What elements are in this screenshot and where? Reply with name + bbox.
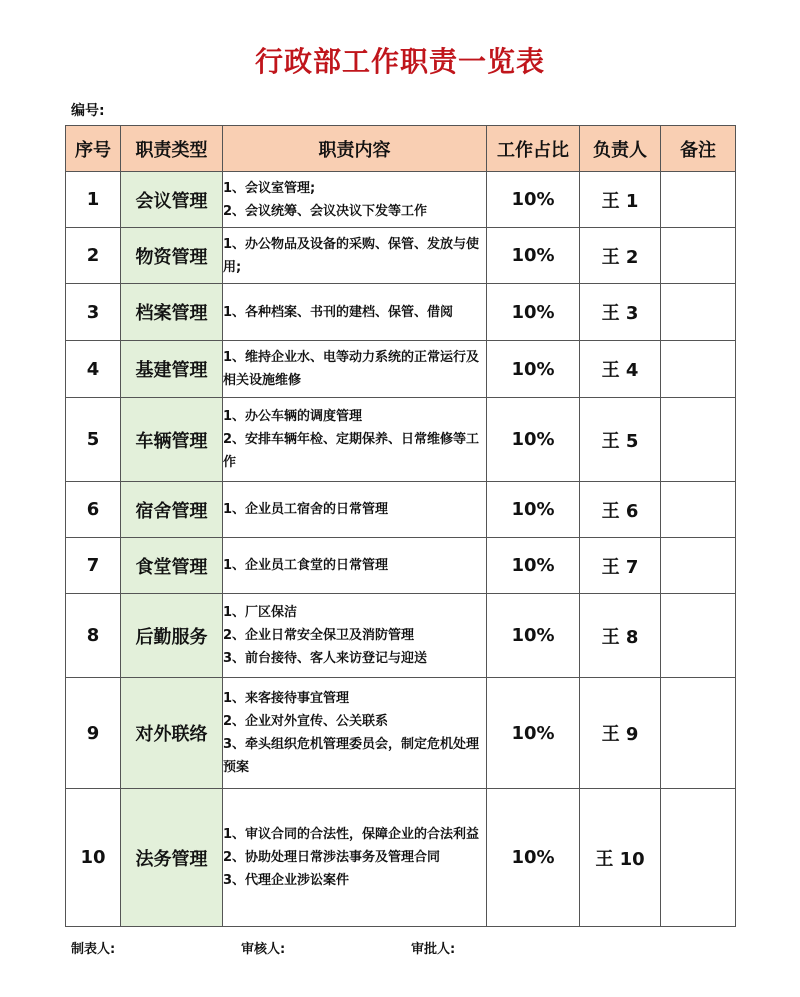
row-number: 5 — [66, 398, 121, 482]
table-row — [66, 228, 736, 284]
table-row — [66, 538, 736, 594]
duty-content-line: 3、牵头组织危机管理委员会，制定危机处理预案 — [223, 737, 480, 775]
owner-name: 王 2 — [580, 228, 661, 284]
duty-content-line: 2、协助处理日常涉法事务及管理合同 — [223, 850, 441, 865]
owner-name: 王 10 — [580, 789, 661, 927]
note-cell — [661, 482, 736, 538]
table-row — [66, 341, 736, 398]
duty-type: 档案管理 — [121, 284, 223, 341]
duty-content — [223, 594, 487, 678]
note-cell — [661, 538, 736, 594]
note-cell — [661, 678, 736, 789]
note-cell — [661, 789, 736, 927]
page-title: 行政部工作职责一览表 — [254, 45, 545, 78]
row-number: 1 — [66, 172, 121, 228]
duty-content-line: 1、会议室管理; — [223, 180, 316, 196]
table-row — [66, 678, 736, 789]
work-ratio: 10% — [487, 678, 580, 789]
duty-content — [223, 284, 487, 341]
note-cell — [661, 341, 736, 398]
duty-type: 宿舍管理 — [121, 482, 223, 538]
work-ratio: 10% — [487, 398, 580, 482]
owner-name: 王 7 — [580, 538, 661, 594]
duty-content — [223, 398, 487, 482]
duty-content — [223, 678, 487, 789]
work-ratio: 10% — [487, 228, 580, 284]
duty-type: 后勤服务 — [121, 594, 223, 678]
duty-table — [65, 125, 736, 927]
note-cell — [661, 284, 736, 341]
duty-type: 物资管理 — [121, 228, 223, 284]
duty-content-line: 2、企业对外宣传、公关联系 — [223, 714, 389, 729]
owner-name: 王 8 — [580, 594, 661, 678]
row-number: 7 — [66, 538, 121, 594]
duty-content — [223, 538, 487, 594]
work-ratio: 10% — [487, 482, 580, 538]
footer-maker: 制表人: — [71, 942, 116, 957]
table-row — [66, 482, 736, 538]
owner-name: 王 1 — [580, 172, 661, 228]
duty-content-line: 3、代理企业涉讼案件 — [223, 873, 350, 888]
row-number: 3 — [66, 284, 121, 341]
footer-approver: 审批人: — [411, 942, 456, 957]
owner-name: 王 5 — [580, 398, 661, 482]
row-number: 6 — [66, 482, 121, 538]
header-no: 序号 — [66, 126, 121, 172]
table-row — [66, 284, 736, 341]
duty-type: 基建管理 — [121, 341, 223, 398]
duty-content-line: 2、会议统筹、会议决议下发等工作 — [223, 203, 428, 219]
table-row — [66, 789, 736, 927]
table-row — [66, 398, 736, 482]
note-cell — [661, 228, 736, 284]
header-row — [66, 126, 736, 172]
duty-type: 车辆管理 — [121, 398, 223, 482]
owner-name: 王 3 — [580, 284, 661, 341]
duty-content-line: 1、办公车辆的调度管理 — [223, 409, 363, 424]
code-label: 编号: — [71, 103, 105, 119]
header-ratio: 工作占比 — [487, 126, 580, 172]
footer-reviewer: 审核人: — [241, 942, 286, 957]
duty-content-line: 1、审议合同的合法性，保障企业的合法利益 — [223, 827, 480, 842]
duty-content-line: 2、企业日常安全保卫及消防管理 — [223, 628, 415, 643]
duty-type: 会议管理 — [121, 172, 223, 228]
note-cell — [661, 172, 736, 228]
header-content: 职责内容 — [223, 126, 487, 172]
duty-content-line: 1、办公物品及设备的采购、保管、发放与使用; — [223, 236, 480, 275]
duty-content — [223, 172, 487, 228]
table-row — [66, 172, 736, 228]
duty-type: 食堂管理 — [121, 538, 223, 594]
row-number: 2 — [66, 228, 121, 284]
duty-content-line: 1、厂区保洁 — [223, 605, 298, 620]
work-ratio: 10% — [487, 341, 580, 398]
duty-content-line: 1、企业员工宿舍的日常管理 — [223, 502, 389, 517]
duty-content-line: 1、维持企业水、电等动力系统的正常运行及相关设施维修 — [223, 350, 480, 388]
work-ratio: 10% — [487, 284, 580, 341]
duty-type: 法务管理 — [121, 789, 223, 927]
duty-content — [223, 228, 487, 284]
duty-content — [223, 341, 487, 398]
row-number: 8 — [66, 594, 121, 678]
header-type: 职责类型 — [121, 126, 223, 172]
duty-content — [223, 482, 487, 538]
owner-name: 王 9 — [580, 678, 661, 789]
duty-type: 对外联络 — [121, 678, 223, 789]
duty-content-line: 1、来客接待事宜管理 — [223, 691, 350, 706]
duty-content-line: 1、各种档案、书刊的建档、保管、借阅 — [223, 304, 454, 320]
work-ratio: 10% — [487, 594, 580, 678]
header-owner: 负责人 — [580, 126, 661, 172]
duty-content — [223, 789, 487, 927]
row-number: 10 — [66, 789, 121, 927]
note-cell — [661, 398, 736, 482]
work-ratio: 10% — [487, 538, 580, 594]
duty-content-line: 2、安排车辆年检、定期保养、日常维修等工作 — [223, 432, 480, 470]
duty-content-line: 3、前台接待、客人来访登记与迎送 — [223, 651, 428, 666]
owner-name: 王 4 — [580, 341, 661, 398]
owner-name: 王 6 — [580, 482, 661, 538]
work-ratio: 10% — [487, 789, 580, 927]
duty-content-line: 1、企业员工食堂的日常管理 — [223, 558, 389, 573]
work-ratio: 10% — [487, 172, 580, 228]
row-number: 9 — [66, 678, 121, 789]
row-number: 4 — [66, 341, 121, 398]
header-note: 备注 — [661, 126, 736, 172]
note-cell — [661, 594, 736, 678]
table-row — [66, 594, 736, 678]
